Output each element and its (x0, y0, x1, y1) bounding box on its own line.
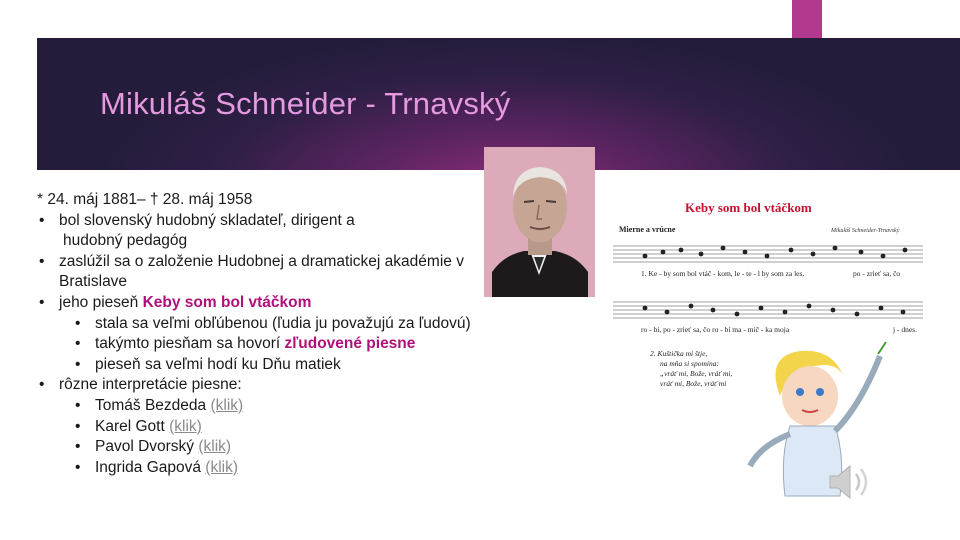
bullet-icon: • (39, 211, 45, 229)
lyrics-line-2b: j - dnes. (893, 325, 917, 334)
sub-bullet-item (37, 334, 597, 355)
performer-link[interactable]: (klik) (205, 458, 239, 476)
sub-bullet-item (37, 355, 597, 376)
sheet-title: Keby som bol vtáčkom (685, 200, 812, 215)
bullet-item (37, 211, 597, 232)
bullet-text: bol slovenský hudobný skladateľ, dirigent a (59, 211, 355, 229)
bullet-text: zaslúžil sa o založenie Hudobnej a dramatickej akadémie v (59, 252, 464, 270)
performer-link[interactable]: (klik) (169, 417, 202, 435)
bullet-icon: • (39, 376, 45, 394)
svg-text:„vráť mi, Bože, vráť mi,: „vráť mi, Bože, vráť mi, (660, 369, 733, 378)
performer-link[interactable]: (klik) (210, 396, 244, 414)
sub-bullet-item (37, 314, 597, 335)
sheet-tempo: Mierne a vrúcne (619, 225, 676, 234)
sub-bullet-text: takýmto piesňam sa hovorí (95, 335, 285, 353)
term-highlight: zľudovené piesne (284, 335, 416, 353)
interpretation-item (37, 417, 597, 438)
bullet-text: jeho pieseň (59, 293, 143, 311)
bullet-icon: • (39, 293, 45, 311)
bullet-icon: • (39, 252, 45, 270)
accent-bar (792, 0, 822, 38)
performer-link[interactable]: (klik) (198, 438, 232, 456)
sheet-composer: Mikuláš Schneider-Trnavský (831, 228, 900, 234)
lyrics-line-2: ro - bí, po - zrieť sa, čo ro - bí ma - mič - ka moja (641, 325, 790, 334)
bullet-continuation: Bratislave (59, 273, 128, 291)
sub-bullet-text: stala sa veľmi obľúbenou (ľudia ju považujú za ľudovú) (95, 314, 471, 332)
bullet-item (37, 293, 597, 314)
performer-name: Pavol Dvorský (95, 438, 199, 456)
staff-2 (613, 302, 923, 318)
bullet-text: rôzne interpretácie piesne: (59, 376, 242, 394)
slide-title: Mikuláš Schneider - Trnavský (100, 86, 511, 121)
sub-bullet-text: pieseň sa veľmi hodí ku Dňu matiek (95, 355, 341, 373)
verse-text (650, 349, 732, 388)
svg-text:2. Kuštička mi štje,: 2. Kuštička mi štje, (650, 349, 708, 358)
bullet-icon: • (75, 438, 81, 456)
song-title: Keby som bol vtáčkom (142, 293, 312, 311)
interpretation-item (37, 458, 597, 479)
bullet-icon: • (75, 355, 81, 373)
notes-1 (643, 246, 908, 259)
bullet-item (37, 252, 597, 273)
lyrics-line-1b: po - zrieť sa, čo (853, 269, 901, 278)
interpretation-item (37, 396, 597, 417)
bullet-icon: • (75, 396, 81, 414)
content-list (37, 190, 597, 478)
dates-line: * 24. máj 1881– † 28. máj 1958 (37, 191, 253, 208)
bullet-item (37, 375, 597, 396)
svg-text:na mňa si spomína:: na mňa si spomína: (660, 359, 719, 368)
bullet-continuation: hudobný pedagóg (63, 232, 188, 250)
performer-name: Tomáš Bezdeda (95, 396, 211, 414)
interpretation-item (37, 437, 597, 458)
performer-name: Karel Gott (95, 417, 170, 435)
bullet-icon: • (75, 458, 81, 476)
bullet-icon: • (75, 335, 81, 353)
bullet-icon: • (75, 417, 81, 435)
bullet-icon: • (75, 314, 81, 332)
performer-name: Ingrida Gapová (95, 458, 206, 476)
svg-text:vráť mi, Bože, vráť mi: vráť mi, Bože, vráť mi (660, 379, 727, 388)
lyrics-line-1: 1. Ke - by som bol vtáč - kom, le - te - l by som za les, (641, 269, 805, 278)
speaker-icon[interactable] (826, 462, 874, 502)
